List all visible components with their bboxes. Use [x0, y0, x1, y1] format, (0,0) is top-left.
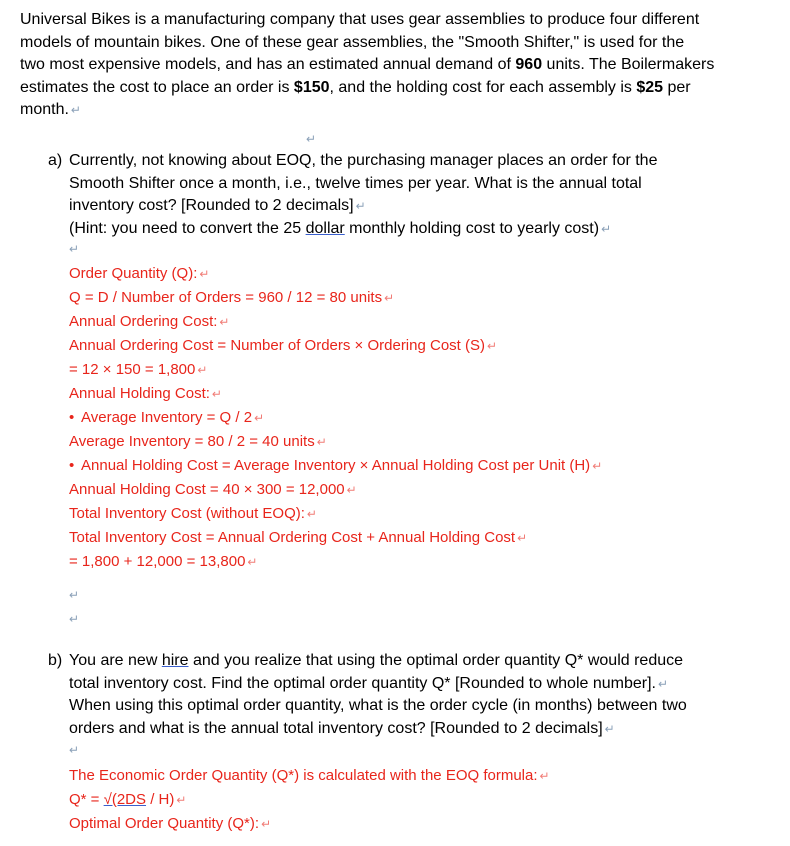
solution-b-line-1: The Economic Order Quantity (Q*) is calculated with the EOQ formula: ↵: [69, 767, 550, 784]
question-a-label: a): [48, 152, 63, 169]
return-mark-icon: ↵: [487, 339, 498, 353]
solution-b-line-3: Optimal Order Quantity (Q*): ↵: [69, 815, 272, 832]
question-b-label: b): [48, 652, 63, 669]
return-mark-icon: ↵: [261, 817, 272, 831]
question-b-line-4: orders and what is the annual total inventory cost? [Rounded to 2 decimals] ↵: [69, 719, 615, 737]
return-mark-icon: ↵: [306, 507, 317, 521]
intro-line-5: month. ↵: [20, 101, 81, 118]
return-mark-icon: ↵: [316, 435, 327, 449]
bullet-icon: •: [69, 457, 75, 474]
return-mark-icon: ↵: [355, 199, 366, 213]
return-mark-icon: ↵: [70, 103, 81, 117]
solution-a-line-7: • Average Inventory = Q / 2 ↵: [69, 406, 759, 430]
intro-line-3: two most expensive models, and has an estimated annual demand of 960 units. The Boilermakers: [20, 56, 715, 73]
sqrt-formula: √(2DS: [103, 791, 147, 808]
solution-a-line-10: Annual Holding Cost = 40 × 300 = 12,000 ↵: [69, 481, 357, 498]
return-mark-icon: ↵: [69, 743, 80, 757]
intro-paragraph: [20, 9, 765, 122]
holding-cost-value: $25: [636, 78, 664, 96]
intro-line-2: models of mountain bikes. One of these gear assemblies, the "Smooth Shifter," is used for the: [20, 33, 685, 51]
return-mark-icon: ↵: [384, 291, 395, 305]
question-a-line-1: Currently, not knowing about EOQ, the purchasing manager places an order for the: [69, 152, 658, 169]
solution-a-line-8: Average Inventory = 80 / 2 = 40 units ↵: [69, 433, 327, 450]
question-a-line-2: Smooth Shifter once a month, i.e., twelve times per year. What is the annual total: [69, 174, 642, 192]
question-b-line-3: When using this optimal order quantity, what is the order cycle (in months) between two: [69, 697, 687, 714]
solution-a: [69, 262, 759, 574]
return-mark-icon: ↵: [176, 793, 187, 807]
question-b: [48, 650, 760, 740]
question-a: [48, 150, 760, 240]
solution-a-line-9: • Annual Holding Cost = Average Inventory × Annual Holding Cost per Unit (H) ↵: [69, 454, 759, 478]
solution-b: [69, 764, 759, 836]
return-mark-icon: ↵: [604, 721, 615, 736]
solution-a-line-2: Q = D / Number of Orders = 960 / 12 = 80 units ↵: [69, 289, 395, 306]
solution-a-line-12: Total Inventory Cost = Annual Ordering Cost + Annual Holding Cost ↵: [69, 529, 528, 546]
solution-a-line-11: Total Inventory Cost (without EOQ): ↵: [69, 505, 317, 522]
bullet-icon: •: [69, 409, 75, 426]
question-a-line-3: inventory cost? [Rounded to 2 decimals] ↵: [69, 197, 366, 214]
return-mark-icon: ↵: [219, 315, 230, 329]
return-mark-icon: ↵: [539, 769, 550, 783]
return-mark-icon: ↵: [199, 267, 210, 281]
question-a-hint: (Hint: you need to convert the 25 dollar monthly holding cost to yearly cost) ↵: [69, 219, 612, 237]
demand-value: 960: [515, 56, 543, 73]
return-mark-icon: ↵: [247, 555, 258, 569]
solution-b-formula: Q* = √(2DS / H) ↵: [69, 791, 187, 808]
return-mark-icon: ↵: [211, 387, 222, 401]
hint-underlined-word: dollar: [305, 219, 345, 237]
intro-line-4: estimates the cost to place an order is $150, and the holding cost for each assembly is $25 per: [20, 78, 691, 96]
solution-a-line-1: Order Quantity (Q): ↵: [69, 265, 210, 282]
solution-a-line-5: = 12 × 150 = 1,800 ↵: [69, 361, 208, 378]
question-b-line-1: You are new hire and you realize that using the optimal order quantity Q* would reduce: [69, 652, 684, 669]
return-mark-icon: ↵: [517, 531, 528, 545]
return-mark-icon: ↵: [69, 588, 80, 602]
intro-line-1: Universal Bikes is a manufacturing company that uses gear assemblies to produce four different: [20, 11, 700, 28]
solution-a-line-4: Annual Ordering Cost = Number of Orders × Ordering Cost (S) ↵: [69, 337, 498, 354]
return-mark-icon: ↵: [69, 242, 80, 256]
return-mark-icon: ↵: [601, 221, 612, 236]
return-mark-icon: ↵: [254, 411, 265, 425]
question-b-line-2: total inventory cost. Find the optimal order quantity Q* [Rounded to whole number]. ↵: [69, 674, 669, 692]
return-mark-icon: ↵: [197, 363, 208, 377]
return-mark-icon: ↵: [592, 459, 603, 473]
return-mark-icon: ↵: [306, 132, 317, 146]
solution-a-line-6: Annual Holding Cost: ↵: [69, 385, 222, 402]
return-mark-icon: ↵: [657, 676, 669, 691]
hire-underlined-word: hire: [161, 652, 189, 669]
return-mark-icon: ↵: [346, 483, 357, 497]
order-cost-value: $150: [293, 78, 330, 96]
solution-a-line-13: = 1,800 + 12,000 = 13,800 ↵: [69, 553, 258, 570]
return-mark-icon: ↵: [69, 612, 80, 626]
solution-a-line-3: Annual Ordering Cost: ↵: [69, 313, 230, 330]
